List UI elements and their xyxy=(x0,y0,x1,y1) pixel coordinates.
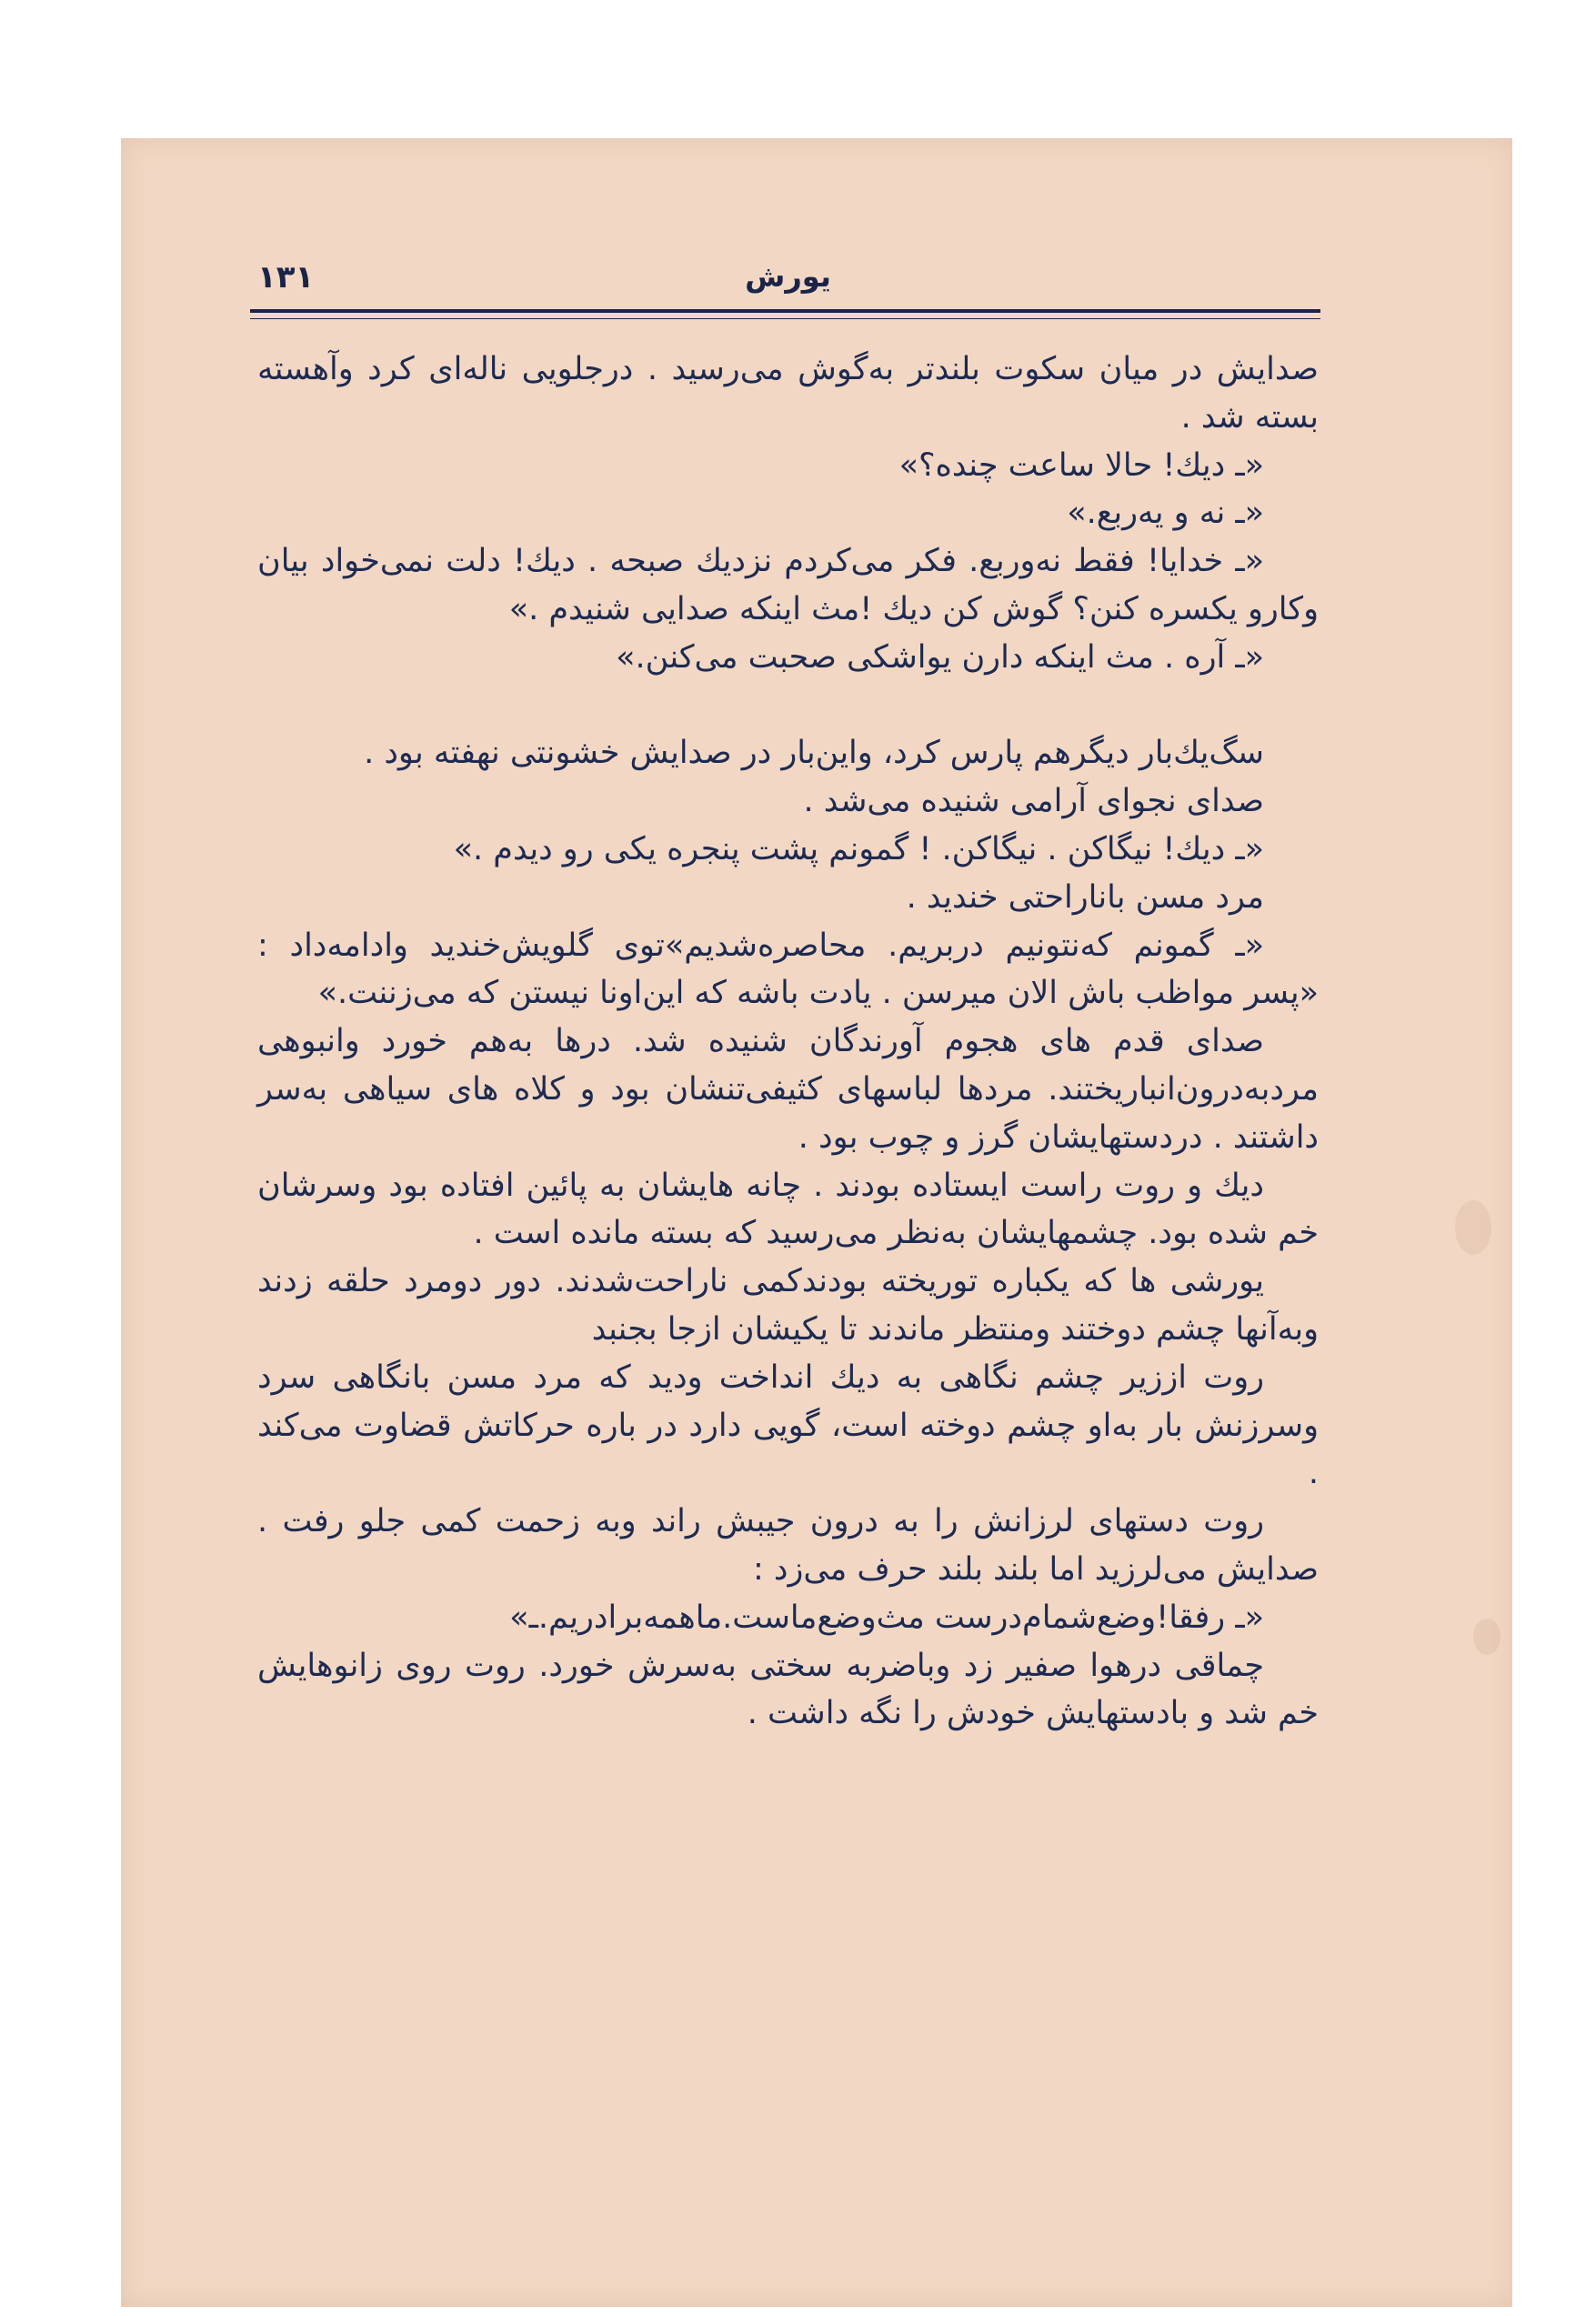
paragraph: مرد مسن باناراحتی خندید . xyxy=(906,878,1264,916)
dialogue-line: «ـ خدایا! فقط نه‌وربع. فکر می‌کردم نزدیك صبحه . دیك! دلت نمی‌خواد بیان وکارو یکسره کنن؟ گوش کن دیك !مث اینکه صدایی شنیدم .» xyxy=(257,543,1319,627)
dialogue-line: «ـ گمونم که‌نتونیم دربریم. محاصره‌شدیم»توی گلویش‌خندید وادامه‌داد : «پسر مواظب باش الان میرسن . یادت باشه که این‌اونا نیستن که می‌زننت.» xyxy=(257,927,1319,1012)
running-title: یورش xyxy=(745,259,831,294)
paper-stain xyxy=(1473,1619,1501,1655)
paragraph: صدای قدم های هجوم آورندگان شنیده شد. درها به‌هم خورد وانبوهی مردبه‌درون‌انباریختند. مردها لباسهای کثیفی‌تنشان بود و کلاه های سیاهی به‌سر داشتند . دردستهایشان گرز و چوب بود . xyxy=(257,1023,1319,1156)
dialogue-line: «ـ نه و یه‌ربع.» xyxy=(1067,495,1264,532)
paragraph: صدای نجوای آرامی شنیده می‌شد . xyxy=(803,783,1264,820)
paragraph: دیك و روت راست ایستاده بودند . چانه هایشان به پائین افتاده بود وسرشان خم شده بود. چشمهایشان به‌نظر می‌رسید که بسته مانده است . xyxy=(257,1167,1319,1252)
paragraph: روت اززیر چشم نگاهی به دیك انداخت ودید که مرد مسن بانگاهی سرد وسرزنش بار به‌او چشم دوخته است، گویی دارد در باره حرکاتش قضاوت می‌کند . xyxy=(257,1359,1319,1492)
paragraph: یورشی ها که یکباره توریخته بودندکمی ناراحت‌شدند. دور دومرد حلقه زدند وبه‌آنها چشم دوختند ومنتظر ماندند تا یکیشان ازجا بجنبد xyxy=(257,1263,1319,1348)
header-rule xyxy=(250,309,1320,313)
dialogue-line: «ـ دیك! نیگاکن . نیگاکن. ! گمونم پشت پنجره یکی رو دیدم .» xyxy=(453,830,1264,867)
paragraph: چماقی درهوا صفیر زد وباضربه سختی به‌سرش خورد. روت روی زانوهایش خم شد و بادستهایش خودش را نگه داشت . xyxy=(257,1647,1319,1732)
dialogue-line: «ـ دیك! حالا ساعت چنده؟» xyxy=(898,446,1264,484)
header-rule-thin xyxy=(250,318,1320,319)
paper-stain xyxy=(1455,1200,1491,1255)
paragraph: صدایش در میان سکوت بلندتر به‌گوش می‌رسید . درجلویی ناله‌ای کرد وآهسته بسته شد . xyxy=(257,351,1319,436)
dialogue-line: «ـ آره . مث اینکه دارن یواشکی صحبت می‌کنن.» xyxy=(616,638,1264,676)
paragraph: روت دستهای لرزانش را به درون جیبش راند وبه زحمت کمی جلو رفت . صدایش می‌لرزید اما بلند بلند حرف می‌زد : xyxy=(257,1503,1319,1588)
dialogue-line: «ـ رفقا!وضع‌شمام‌درست مث‌وضع‌ماست.ماهمه‌برادریم.ـ» xyxy=(509,1599,1264,1636)
paragraph: سگ‌یك‌بار دیگرهم پارس کرد، واین‌بار در صدایش خشونتی نهفته بود . xyxy=(364,735,1264,772)
paragraph-gap xyxy=(257,682,1319,730)
page-number: ۱۳۱ xyxy=(257,259,315,296)
body-text xyxy=(257,346,1319,2164)
page-header xyxy=(257,259,1319,305)
